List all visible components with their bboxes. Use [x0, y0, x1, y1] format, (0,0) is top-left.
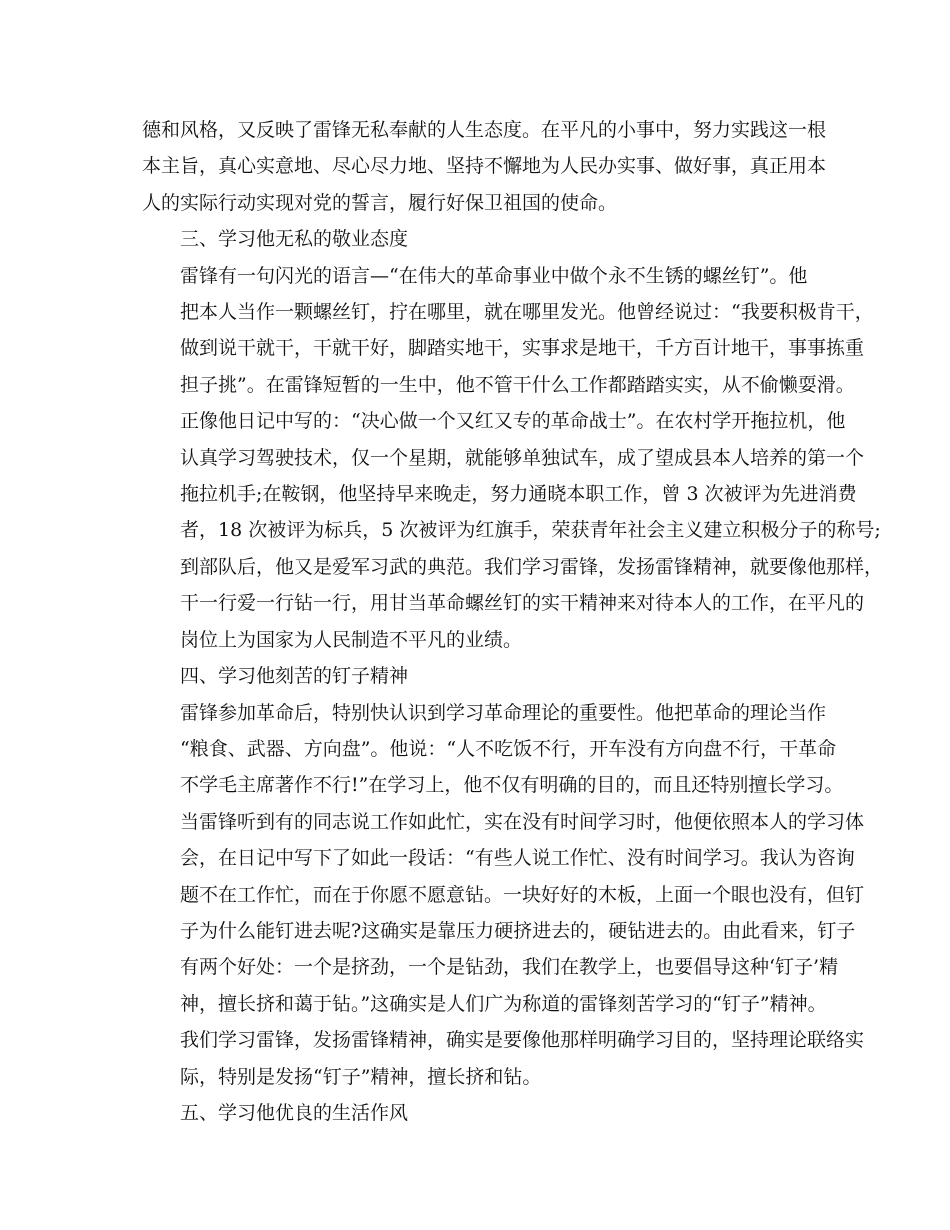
- text-line: 德和风格，又反映了雷锋无私奉献的人生态度。在平凡的小事中，努力实践这一根: [142, 119, 827, 141]
- section-heading-3: [142, 221, 817, 257]
- document-body: [142, 112, 884, 1131]
- text-line: 者，18 次被评为标兵，5 次被评为红旗手，荣获青年社会主义建立积极分子的称号;: [180, 519, 881, 542]
- section-heading-text: 四、学习他刻苦的钉子精神: [180, 665, 409, 688]
- text-line: 岗位上为国家为人民制造不平凡的业绩。: [180, 628, 523, 651]
- text-line: 雷锋参加革命后，特别快认识到学习革命理论的重要性。他把革命的理论当作: [180, 701, 827, 724]
- paragraph-continuation: [142, 112, 827, 221]
- text-line: 做到说干就干，干就干好，脚踏实地干，实事求是地干，千方百计地干，事事拣重: [180, 337, 865, 360]
- text-line: 认真学习驾驶技术，仅一个星期，就能够单独试车，成了望成县本人培养的第一个: [180, 446, 865, 469]
- text-line: 本主旨，真心实意地、尽心尽力地、坚持不懈地为人民办实事、做好事，真正用本: [142, 155, 827, 178]
- text-line: 子为什么能钉进去呢?这确实是靠压力硬挤进去的，硬钻进去的。由此看来，钉子: [180, 919, 856, 942]
- section-heading-text: 五、学习他优良的生活作风: [180, 1101, 409, 1124]
- text-line: 不学毛主席著作不行!”在学习上，他不仅有明确的目的，而且还特别擅长学习。: [180, 774, 844, 797]
- section-heading-4: [142, 658, 817, 694]
- text-line: 有两个好处：一个是挤劲，一个是钻劲，我们在教学上，也要倡导这种‘钉子’精: [180, 956, 839, 979]
- paragraph-dedication: [142, 258, 884, 658]
- text-line: 干一行爱一行钻一行，用甘当革命螺丝钉的实干精神来对待本人的工作，在平凡的: [180, 592, 865, 615]
- paragraph-nail-spirit: [142, 695, 865, 1095]
- text-line: 担子挑”。在雷锋短暂的一生中，他不管干什么工作都踏踏实实，从不偷懒耍滑。: [180, 373, 855, 396]
- section-heading-5: [142, 1095, 817, 1131]
- text-line: 我们学习雷锋，发扬雷锋精神，确实是要像他那样明确学习目的，坚持理论联络实: [180, 1029, 865, 1052]
- text-line: 人的实际行动实现对党的誓言，履行好保卫祖国的使命。: [142, 191, 618, 214]
- text-line: 际，特别是发扬“钉子”精神，擅长挤和钻。: [180, 1065, 542, 1088]
- text-line: 正像他日记中写的：“决心做一个又红又专的革命战士”。在农村学开拖拉机，他: [180, 410, 846, 433]
- text-line: 到部队后，他又是爱军习武的典范。我们学习雷锋，发扬雷锋精神，就要像他那样，: [180, 555, 884, 578]
- text-line: 神，擅长挤和蔼于钻。”这确实是人们广为称道的雷锋刻苦学习的“钉子”精神。: [180, 992, 827, 1015]
- text-line: 把本人当作一颗螺丝钉，拧在哪里，就在哪里发光。他曾经说过：“我要积极肯干，: [180, 301, 874, 324]
- text-line: 拖拉机手;在鞍钢，他坚持早来晚走，努力通晓本职工作，曾 3 次被评为先进消费: [180, 483, 857, 506]
- text-line: 会，在日记中写下了如此一段话：“有些人说工作忙、没有时间学习。我认为咨询: [180, 847, 855, 870]
- text-line: 当雷锋听到有的同志说工作如此忙，实在没有时间学习时，他便依照本人的学习体: [180, 810, 865, 833]
- section-heading-text: 三、学习他无私的敬业态度: [180, 228, 409, 251]
- text-line: 题不在工作忙，而在于你愿不愿意钻。一块好好的木板，上面一个眼也没有，但钉: [180, 883, 865, 906]
- text-line: “粮食、武器、方向盘”。他说：“人不吃饭不行，开车没有方向盘不行，干革命: [180, 737, 837, 760]
- text-line: 雷锋有一句闪光的语言—“在伟大的革命事业中做个永不生锈的螺丝钉”。他: [180, 264, 808, 287]
